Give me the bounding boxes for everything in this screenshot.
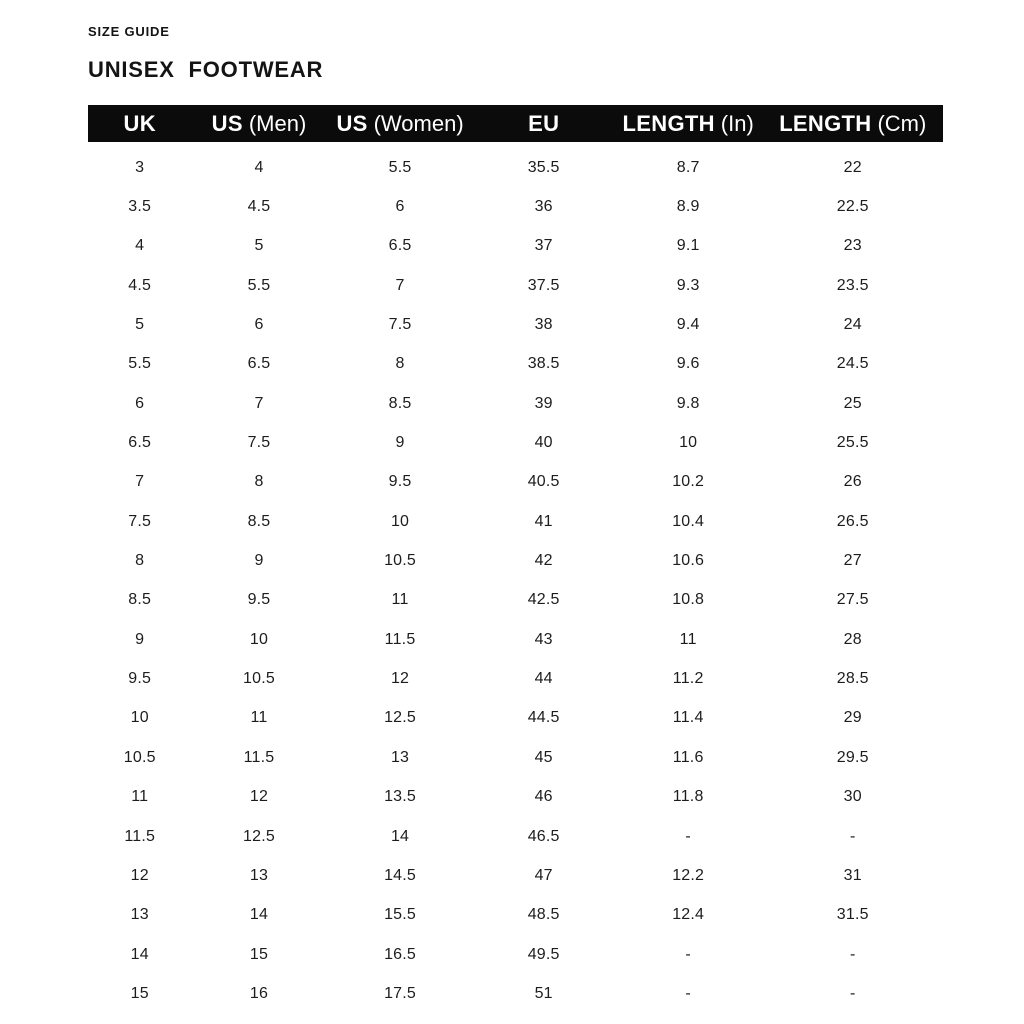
size-cell: 45 — [534, 748, 553, 766]
size-cell: 7.5 — [128, 512, 152, 530]
size-cell: 8 — [395, 355, 405, 373]
size-cell: 9.1 — [676, 237, 700, 255]
size-cell: 6.5 — [247, 355, 271, 373]
size-row — [88, 817, 943, 856]
size-cell: 13 — [249, 866, 269, 884]
size-cell: 7.5 — [388, 316, 412, 334]
size-cell: 10.5 — [384, 552, 417, 570]
size-row — [88, 581, 943, 620]
size-guide-page — [88, 25, 943, 1014]
size-cell: 13.5 — [384, 788, 417, 806]
size-row — [88, 778, 943, 817]
size-cell: 10.2 — [672, 473, 705, 491]
column-header-qualifier: (Men) — [248, 111, 307, 136]
size-cell: - — [849, 827, 856, 845]
size-cell: 12.2 — [672, 866, 705, 884]
size-cell: 8 — [135, 552, 145, 570]
size-cell: 6.5 — [388, 237, 412, 255]
size-cell: 9.4 — [676, 316, 700, 334]
size-cell: 38 — [534, 316, 553, 334]
size-cell: 14 — [390, 827, 410, 845]
size-row — [88, 699, 943, 738]
size-cell: 29 — [843, 709, 862, 727]
size-row — [88, 187, 943, 226]
size-cell: 10 — [679, 434, 698, 452]
size-cell: 4.5 — [128, 276, 152, 294]
size-cell: 8.7 — [676, 158, 700, 176]
size-row — [88, 502, 943, 541]
size-cell: - — [849, 984, 856, 1002]
size-cell: 35.5 — [527, 158, 560, 176]
size-cell: 10 — [390, 512, 410, 530]
size-row — [88, 541, 943, 580]
size-cell: 7 — [254, 394, 264, 412]
size-cell: 15 — [130, 984, 149, 1002]
size-row — [88, 227, 943, 266]
size-cell: 25 — [843, 394, 862, 412]
size-cell: 23.5 — [836, 276, 869, 294]
size-cell: 11 — [131, 788, 149, 806]
column-header-eu — [474, 105, 614, 142]
size-cell: 9.5 — [128, 670, 152, 688]
size-row — [88, 935, 943, 974]
size-row — [88, 856, 943, 895]
size-cell: 31.5 — [836, 906, 869, 924]
size-cell: 24.5 — [836, 355, 869, 373]
size-cell: 42.5 — [527, 591, 560, 609]
size-cell: 10.6 — [672, 552, 705, 570]
size-row — [88, 463, 943, 502]
size-cell: 4.5 — [247, 198, 271, 216]
size-cell: 38.5 — [527, 355, 560, 373]
size-table — [88, 105, 943, 1014]
size-cell: 12.5 — [384, 709, 417, 727]
column-header-uk — [88, 105, 191, 142]
size-cell: 51 — [534, 984, 553, 1002]
size-cell: 5.5 — [128, 355, 152, 373]
column-header-us-women — [327, 105, 474, 142]
size-cell: 46.5 — [527, 827, 560, 845]
size-cell: 9 — [254, 552, 264, 570]
size-cell: 10 — [249, 630, 269, 648]
column-header-qualifier: (Women) — [373, 111, 464, 136]
size-cell: 5.5 — [247, 276, 271, 294]
size-cell: 10.8 — [672, 591, 705, 609]
size-row — [88, 620, 943, 659]
size-cell: 12 — [390, 670, 410, 688]
size-row — [88, 423, 943, 462]
size-cell: 44 — [534, 670, 553, 688]
column-header-text: US — [336, 111, 368, 136]
size-cell: 9.5 — [388, 473, 412, 491]
size-cell: - — [849, 945, 856, 963]
size-cell: 9.8 — [676, 394, 700, 412]
size-row — [88, 384, 943, 423]
size-cell: 49.5 — [527, 945, 560, 963]
column-header-length-in — [614, 105, 763, 142]
size-row — [88, 974, 943, 1013]
size-cell: 11.8 — [672, 788, 704, 806]
column-header-qualifier: (In) — [720, 111, 754, 136]
size-table-rows — [88, 142, 943, 1014]
size-cell: 3.5 — [128, 198, 152, 216]
size-cell: 7.5 — [247, 434, 271, 452]
size-row — [88, 896, 943, 935]
size-cell: 26.5 — [836, 512, 869, 530]
size-cell: 37 — [534, 237, 553, 255]
size-cell: 10.4 — [672, 512, 705, 530]
size-cell: 11 — [391, 591, 409, 609]
size-cell: 15.5 — [384, 906, 417, 924]
size-cell: 31 — [843, 866, 862, 884]
size-cell: 7 — [395, 276, 405, 294]
size-cell: 5 — [254, 237, 264, 255]
size-cell: - — [685, 984, 691, 1002]
size-cell: - — [685, 827, 691, 845]
size-cell: 25.5 — [836, 434, 869, 452]
size-cell: 3 — [135, 158, 145, 176]
size-cell: 42 — [534, 552, 553, 570]
size-cell: 13 — [390, 748, 410, 766]
size-row — [88, 305, 943, 344]
size-cell: 11.5 — [124, 827, 156, 845]
size-cell: 29.5 — [836, 748, 869, 766]
size-row — [88, 738, 943, 777]
size-cell: 10.5 — [123, 748, 156, 766]
size-cell: 16.5 — [384, 945, 417, 963]
size-cell: 12.5 — [243, 827, 275, 845]
size-row — [88, 659, 943, 698]
size-cell: 14 — [130, 945, 149, 963]
column-header-qualifier: (Cm) — [877, 111, 927, 136]
column-header-length-cm — [763, 105, 943, 142]
size-cell: 11.2 — [672, 670, 704, 688]
size-cell: 28 — [843, 630, 862, 648]
size-cell: 4 — [135, 237, 145, 255]
size-cell: 41 — [534, 512, 553, 530]
size-cell: 4 — [254, 158, 264, 176]
size-cell: 9 — [135, 630, 145, 648]
size-cell: 27.5 — [836, 591, 869, 609]
size-cell: 39 — [534, 394, 553, 412]
size-cell: 12 — [130, 866, 149, 884]
size-cell: 23 — [843, 237, 862, 255]
column-header-text: EU — [528, 111, 560, 136]
size-cell: 44.5 — [527, 709, 560, 727]
size-cell: 6 — [395, 198, 405, 216]
size-cell: 6 — [254, 316, 264, 334]
column-header-text: US — [211, 111, 243, 136]
size-cell: 47 — [534, 866, 553, 884]
size-cell: 10 — [130, 709, 149, 727]
size-cell: 9.5 — [247, 591, 271, 609]
size-cell: - — [685, 945, 691, 963]
size-cell: 6.5 — [128, 434, 152, 452]
size-cell: 10.5 — [243, 670, 275, 688]
size-cell: 30 — [843, 788, 862, 806]
size-cell: 8.5 — [388, 394, 412, 412]
size-cell: 11.6 — [672, 748, 704, 766]
size-cell: 12 — [249, 788, 269, 806]
size-cell: 8 — [254, 473, 264, 491]
size-cell: 26 — [843, 473, 862, 491]
size-cell: 8.5 — [128, 591, 152, 609]
size-cell: 15 — [249, 945, 269, 963]
size-cell: 22.5 — [836, 198, 869, 216]
size-cell: 17.5 — [384, 984, 417, 1002]
size-cell: 13 — [130, 906, 149, 924]
size-cell: 11 — [250, 709, 268, 727]
size-cell: 11.5 — [384, 630, 416, 648]
column-header-us-men — [191, 105, 326, 142]
size-cell: 27 — [843, 552, 862, 570]
size-cell: 9.6 — [676, 355, 700, 373]
size-cell: 37.5 — [527, 276, 560, 294]
size-cell: 12.4 — [672, 906, 705, 924]
size-row — [88, 345, 943, 384]
size-cell: 11.4 — [672, 709, 704, 727]
size-cell: 5 — [135, 316, 145, 334]
size-cell: 11.5 — [243, 748, 275, 766]
size-guide-label: SIZE GUIDE — [88, 24, 170, 39]
size-row — [88, 148, 943, 187]
size-cell: 9 — [395, 434, 405, 452]
column-header-text: LENGTH — [622, 111, 715, 136]
column-header-text: UK — [123, 111, 156, 136]
size-cell: 48.5 — [527, 906, 560, 924]
size-cell: 28.5 — [836, 670, 869, 688]
size-cell: 43 — [534, 630, 553, 648]
size-table-header-row — [88, 105, 943, 142]
size-cell: 11 — [679, 630, 697, 648]
size-cell: 7 — [135, 473, 145, 491]
size-cell: 14.5 — [384, 866, 417, 884]
size-cell: 16 — [249, 984, 269, 1002]
size-cell: 14 — [249, 906, 269, 924]
size-cell: 22 — [843, 158, 862, 176]
size-cell: 40.5 — [527, 473, 560, 491]
size-cell: 5.5 — [388, 158, 412, 176]
size-cell: 9.3 — [676, 276, 700, 294]
size-cell: 24 — [843, 316, 862, 334]
size-cell: 8.9 — [676, 198, 700, 216]
size-cell: 46 — [534, 788, 553, 806]
size-cell: 36 — [534, 198, 553, 216]
size-cell: 6 — [135, 394, 145, 412]
column-header-text: LENGTH — [779, 111, 872, 136]
size-row — [88, 266, 943, 305]
page-title: UNISEX FOOTWEAR — [88, 57, 324, 82]
size-cell: 8.5 — [247, 512, 271, 530]
size-cell: 40 — [534, 434, 553, 452]
